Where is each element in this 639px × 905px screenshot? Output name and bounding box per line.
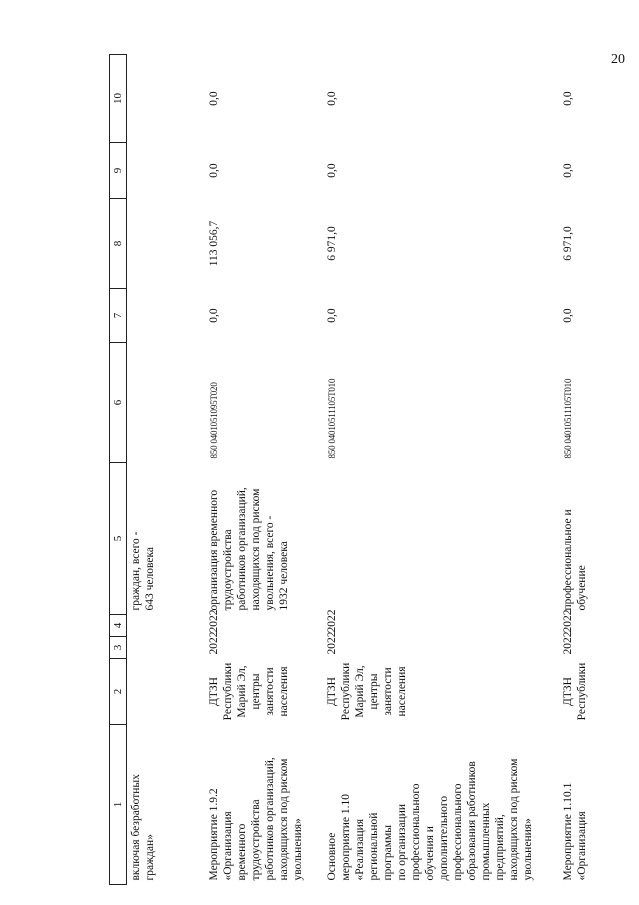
cell-end-year: 2022 (207, 609, 220, 633)
cell-activity: включая безработных граждан» (130, 774, 156, 881)
col-header-8: 8 (110, 199, 127, 289)
cell-start-year: 2022 (207, 631, 220, 655)
col-header-10: 10 (110, 55, 127, 143)
cell-executor: ДТЗН Республики (561, 662, 588, 721)
col-header-1: 1 (110, 725, 127, 885)
cell-result: профессиональное и обучение (561, 509, 588, 611)
cell-result: организация временного трудоустройства работников организаций, находящихся под риском увольнения, всего - 1932 человека (207, 487, 290, 611)
table-row (559, 55, 613, 885)
cell-start-year: 2022 (561, 631, 574, 655)
cell-start-year (127, 637, 205, 659)
page-number: 20 (611, 52, 625, 67)
program-table (109, 54, 613, 885)
cell-result (323, 463, 559, 615)
cell-executor (127, 659, 205, 725)
cell-value-7 (127, 289, 205, 343)
cell-budget-code (127, 343, 205, 463)
cell-value-9: 0,0 (207, 163, 220, 178)
cell-value-8: 6 971,0 (561, 226, 574, 261)
col-header-3: 3 (110, 637, 127, 659)
cell-result: граждан, всего - 643 человека (130, 531, 156, 611)
cell-value-9: 0,0 (325, 163, 338, 178)
cell-budget-code: 850 04010511105Т010 (562, 378, 573, 459)
cell-value-10 (127, 55, 205, 143)
cell-value-8: 113 056,7 (207, 220, 220, 267)
col-header-4: 4 (110, 615, 127, 637)
cell-value-8: 6 971,0 (325, 226, 338, 261)
cell-value-9 (127, 143, 205, 199)
col-header-2: 2 (110, 659, 127, 725)
cell-start-year: 2022 (325, 631, 338, 655)
col-header-9: 9 (110, 143, 127, 199)
cell-activity: Мероприятие 1.9.2 «Организация временного трудоустройства работников организаций, находящихся под риском увольнения» (207, 757, 304, 881)
cell-executor: ДТЗН Республики Марий Эл, центры занятости населения (325, 662, 408, 721)
table-row (127, 55, 205, 885)
col-header-5: 5 (110, 463, 127, 615)
table-row (205, 55, 323, 885)
cell-value-7: 0,0 (207, 308, 220, 323)
cell-value-10: 0,0 (325, 91, 338, 106)
cell-end-year: 2022 (325, 609, 338, 633)
cell-value-8 (127, 199, 205, 289)
cell-activity: Основное мероприятие 1.10 «Реализация региональной программы по организации профессионального обучения и дополнительного профессионального образования работников промышленных предприятий, находящихся под риском увольнения» (325, 758, 534, 881)
cell-value-7: 0,0 (561, 308, 574, 323)
table-row (323, 55, 559, 885)
cell-value-10: 0,0 (561, 91, 574, 106)
cell-end-year: 2022 (561, 609, 574, 633)
cell-value-7: 0,0 (325, 308, 338, 323)
cell-budget-code: 850 0401051095Т020 (208, 382, 219, 459)
cell-activity: Мероприятие 1.10.1 «Организация (561, 782, 588, 881)
cell-value-10: 0,0 (207, 91, 220, 106)
cell-budget-code: 850 04010511105Т010 (326, 378, 337, 459)
col-header-6: 6 (110, 343, 127, 463)
cell-executor: ДТЗН Республики Марий Эл, центры занятости населения (207, 662, 290, 721)
rotated-table-wrapper (109, 55, 588, 885)
cell-end-year (127, 615, 205, 637)
header-row (110, 55, 127, 885)
col-header-7: 7 (110, 289, 127, 343)
cell-value-9: 0,0 (561, 163, 574, 178)
